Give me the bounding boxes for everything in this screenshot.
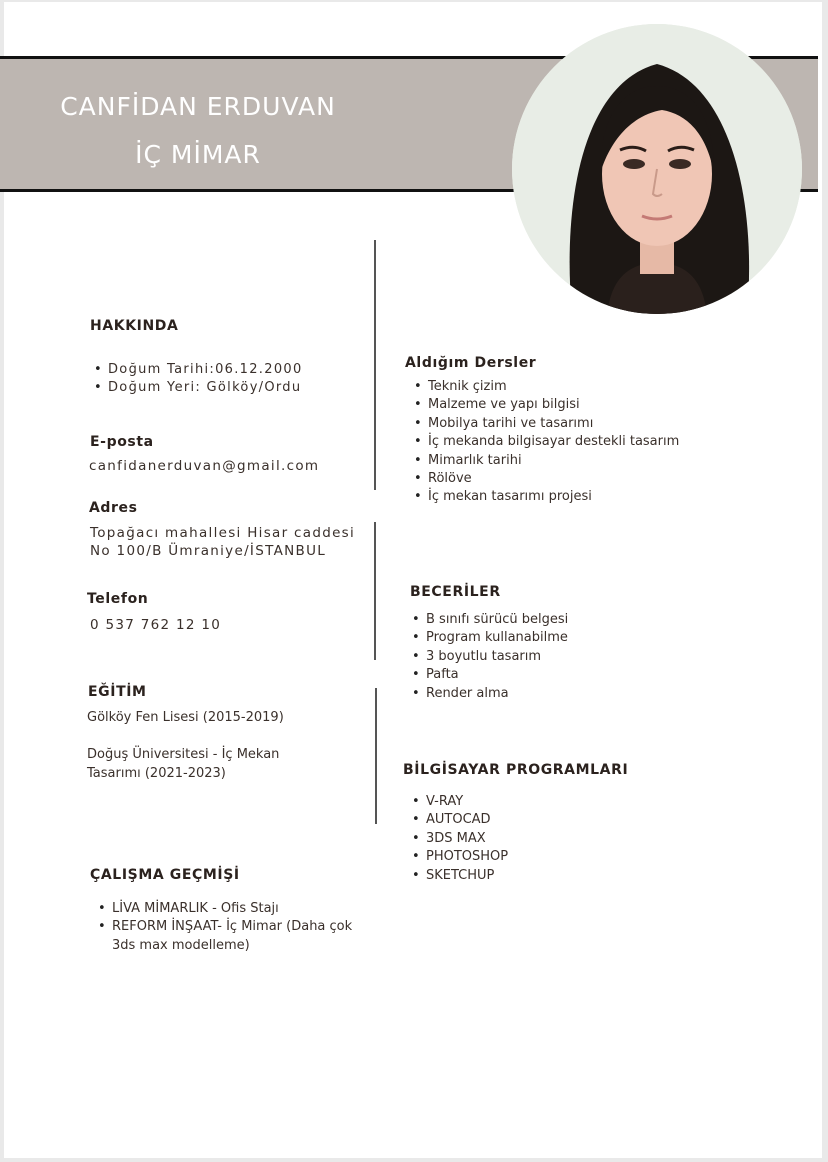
- work-heading: ÇALIŞMA GEÇMİŞİ: [90, 867, 240, 883]
- work-item-continuation: 3ds max modelleme): [112, 937, 250, 953]
- education-school-2-line-1: Doğuş Üniversitesi - İç Mekan: [87, 747, 280, 762]
- software-item: • SKETCHUP: [408, 867, 508, 885]
- software-list: [408, 793, 508, 885]
- courses-list: [410, 378, 679, 507]
- about-item: • Doğum Yeri: Gölköy/Ordu: [90, 379, 303, 397]
- email-heading: E-posta: [90, 434, 154, 450]
- work-item: • REFORM İNŞAAT- İç Mimar (Daha çok: [94, 918, 352, 936]
- divider-line-1: [374, 240, 376, 490]
- software-heading: BİLGİSAYAR PROGRAMLARI: [403, 762, 629, 778]
- course-item: • Mobilya tarihi ve tasarımı: [410, 415, 679, 433]
- software-item: • PHOTOSHOP: [408, 848, 508, 866]
- email-value: canfidanerduvan@gmail.com: [89, 458, 320, 474]
- skills-list: [408, 611, 568, 703]
- skill-item: • 3 boyutlu tasarım: [408, 648, 568, 666]
- work-item: • LİVA MİMARLIK - Ofis Stajı: [94, 900, 352, 918]
- person-name: CANFİDAN ERDUVAN: [60, 92, 336, 121]
- address-line-2: No 100/B Ümraniye/İSTANBUL: [90, 543, 327, 559]
- about-list: [90, 361, 303, 398]
- skill-item: • B sınıfı sürücü belgesi: [408, 611, 568, 629]
- software-item: • AUTOCAD: [408, 811, 508, 829]
- about-item: • Doğum Tarihi:06.12.2000: [90, 361, 303, 379]
- education-school-2-line-2: Tasarımı (2021-2023): [87, 766, 226, 781]
- course-item: • İç mekan tasarımı projesi: [410, 488, 679, 506]
- address-heading: Adres: [89, 500, 138, 516]
- phone-heading: Telefon: [87, 591, 149, 607]
- skill-item: • Pafta: [408, 666, 568, 684]
- course-item: • İç mekanda bilgisayar destekli tasarım: [410, 433, 679, 451]
- software-item: • 3DS MAX: [408, 830, 508, 848]
- course-item: • Mimarlık tarihi: [410, 452, 679, 470]
- skills-heading: BECERİLER: [410, 584, 501, 600]
- profile-photo: [512, 24, 802, 314]
- software-item: • V-RAY: [408, 793, 508, 811]
- portrait-illustration: [512, 24, 802, 314]
- course-item: • Rölöve: [410, 470, 679, 488]
- course-item: • Teknik çizim: [410, 378, 679, 396]
- work-list: [94, 900, 352, 955]
- about-heading: HAKKINDA: [90, 318, 179, 334]
- phone-value: 0 537 762 12 10: [90, 617, 222, 633]
- divider-line-3: [375, 688, 377, 824]
- job-title: İÇ MİMAR: [135, 140, 261, 169]
- address-line-1: Topağacı mahallesi Hisar caddesi: [90, 525, 356, 541]
- education-school-1: Gölköy Fen Lisesi (2015-2019): [87, 710, 284, 725]
- course-item: • Malzeme ve yapı bilgisi: [410, 396, 679, 414]
- education-heading: EĞİTİM: [88, 684, 147, 700]
- divider-line-2: [374, 522, 376, 660]
- skill-item: • Program kullanabilme: [408, 629, 568, 647]
- skill-item: • Render alma: [408, 685, 568, 703]
- courses-heading: Aldığım Dersler: [405, 355, 537, 371]
